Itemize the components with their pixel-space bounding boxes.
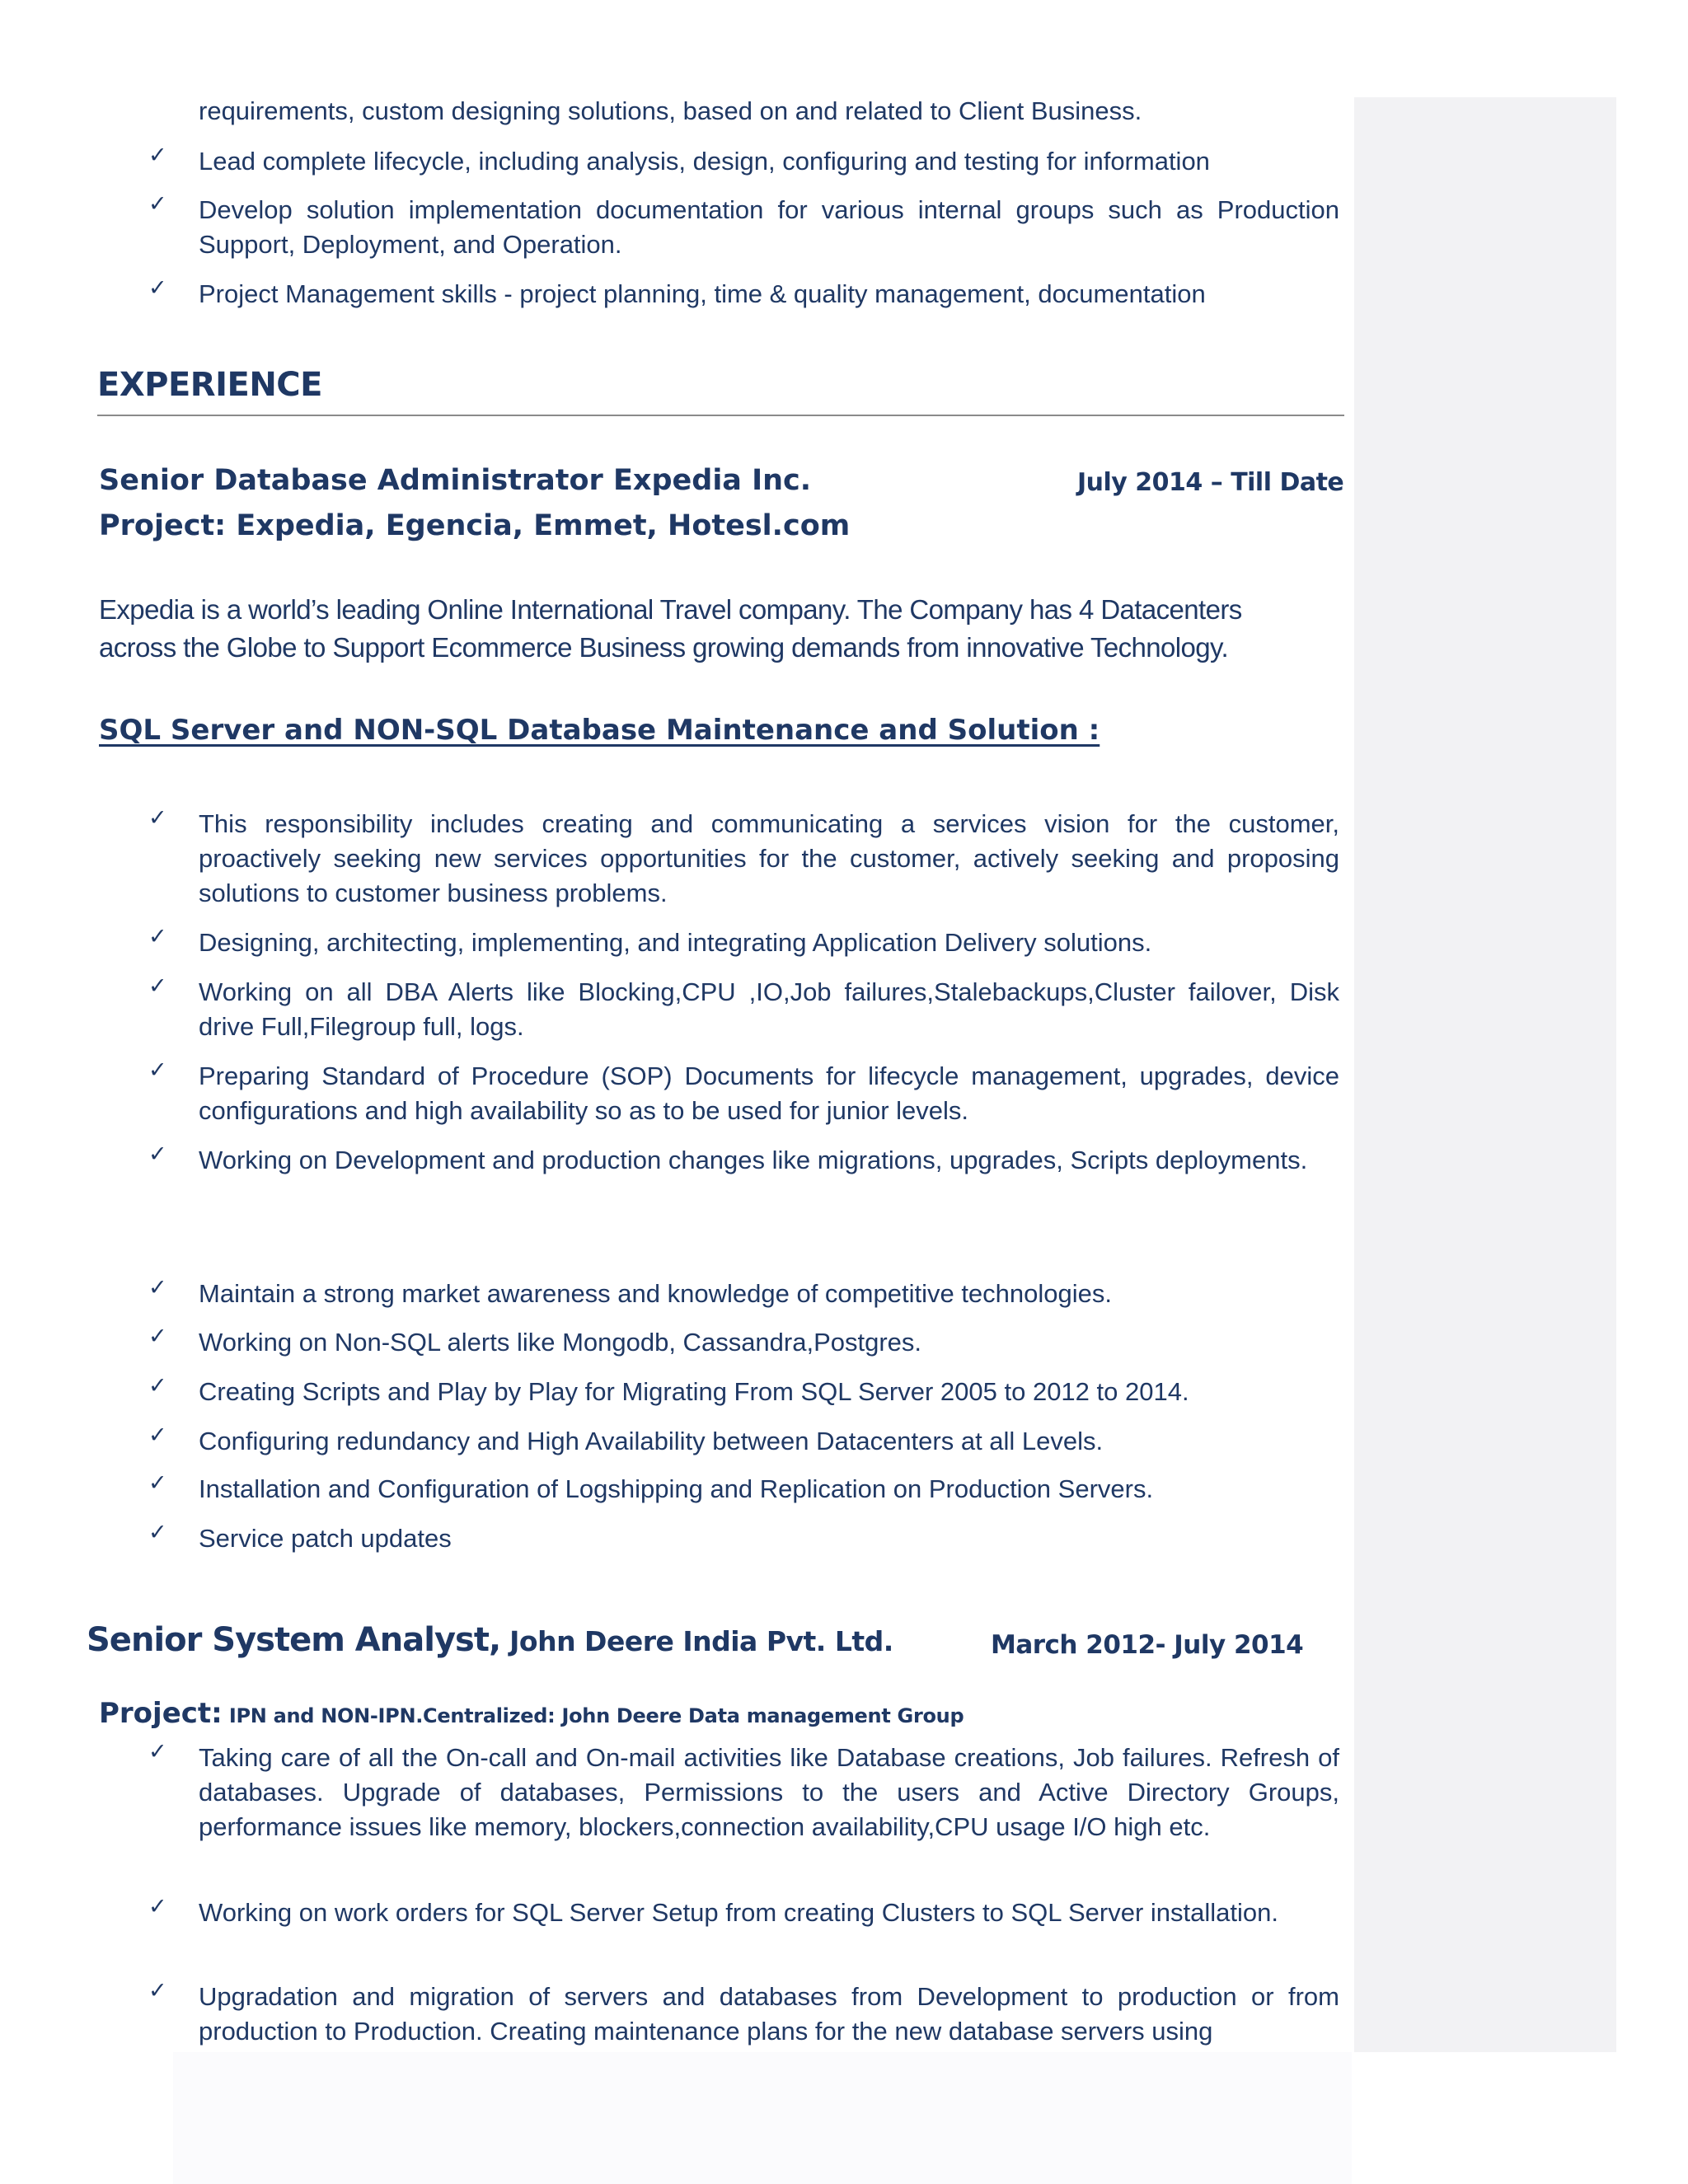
check-icon: ✓ [148,1422,167,1448]
job2-bullet: Working on work orders for SQL Server Setup from creating Clusters to SQL Server installation. [199,1898,1278,1927]
section-heading-experience: EXPERIENCE [97,366,322,404]
job2-title [87,1621,893,1659]
job1-bullet: Working on all DBA Alerts like Blocking,CPU ,IO,Job failures,Stalebackups,Cluster failover, Disk drive Full,Filegroup full, logs. [199,977,1339,1041]
check-icon: ✓ [148,1373,167,1399]
job1-bullet: Designing, architecting, implementing, and integrating Application Delivery solutions. [199,928,1152,957]
job1-bullet: Maintain a strong market awareness and knowledge of competitive technologies. [199,1279,1113,1308]
intro-bullet-2: Develop solution implementation documentation for various internal groups such as Production Support, Deployment, and Operation. [199,195,1339,259]
check-icon: ✓ [148,1739,167,1765]
job1-subheading: SQL Server and NON-SQL Database Maintenance and Solution : [99,714,1100,747]
job1-project: Project: Expedia, Egencia, Emmet, Hotesl.com [99,509,851,542]
check-icon: ✓ [148,191,167,217]
check-icon: ✓ [148,973,167,999]
check-icon: ✓ [148,1470,167,1496]
job1-bullet: Configuring redundancy and High Availability between Datacenters at all Levels. [199,1427,1104,1455]
check-icon: ✓ [148,924,167,949]
check-icon: ✓ [148,1894,167,1919]
job2-project [99,1697,964,1730]
job2-bullet: Taking care of all the On-call and On-mail activities like Database creations, Job failures. Refresh of databases. Upgrade of databases, Permissions to the users and Active Directory Groups, performance issues like memory, blockers,connection availability,CPU usage I/O high etc. [199,1743,1339,1841]
job1-bullet: Creating Scripts and Play by Play for Migrating From SQL Server 2005 to 2012 to 2014. [199,1377,1189,1406]
job2-title-company: John Deere India Pvt. Ltd. [500,1625,893,1657]
check-icon: ✓ [148,1141,167,1167]
job1-description: Expedia is a world’s leading Online International Travel company. The Company has 4 Datacenters across the Globe to Support Ecommerce Business growing demands from innovative Technology. [99,594,1242,663]
check-icon: ✓ [148,1978,167,2004]
job2-title-role: Senior System Analyst, [87,1621,501,1659]
job2-project-detail: IPN and NON-IPN.Centralized: John Deere Data management Group [222,1704,964,1727]
job2-bullet: Upgradation and migration of servers and databases from Development to production or from production to Production. Creating maintenance plans for the new database servers using [199,1982,1339,2046]
intro-bullet-3: Project Management skills - project planning, time & quality management, documentation [199,279,1206,308]
right-sidebar-panel [1354,97,1616,2052]
job2-dates: March 2012- July 2014 [991,1630,1304,1660]
section-divider [97,415,1344,416]
check-icon: ✓ [148,1057,167,1083]
job1-bullet: Working on Development and production changes like migrations, upgrades, Scripts deployments. [199,1146,1308,1174]
check-icon: ✓ [148,275,167,301]
check-icon: ✓ [148,1275,167,1301]
check-icon: ✓ [148,1324,167,1349]
job1-bullet: Installation and Configuration of Logshipping and Replication on Production Servers. [199,1474,1154,1503]
job2-project-label: Project: [99,1697,223,1730]
check-icon: ✓ [148,805,167,831]
check-icon: ✓ [148,1520,167,1545]
intro-continuation-text: requirements, custom designing solutions, based on and related to Client Business. [199,96,1142,125]
job1-bullet: Preparing Standard of Procedure (SOP) Documents for lifecycle management, upgrades, device configurations and high availability so as to be used for junior levels. [199,1062,1339,1125]
job1-bullet: This responsibility includes creating and communicating a services vision for the customer, proactively seeking new services opportunities for the customer, actively seeking and proposing solutions to customer business problems. [199,809,1339,907]
check-icon: ✓ [148,143,167,168]
job1-bullet: Service patch updates [199,1524,452,1553]
job1-title: Senior Database Administrator Expedia Inc. [99,464,812,497]
intro-bullet-1: Lead complete lifecycle, including analysis, design, configuring and testing for information [199,147,1210,176]
page-bottom-shade [173,2052,1352,2184]
job1-bullet: Working on Non-SQL alerts like Mongodb, Cassandra,Postgres. [199,1328,922,1357]
job1-dates: July 2014 – Till Date [1077,468,1344,497]
